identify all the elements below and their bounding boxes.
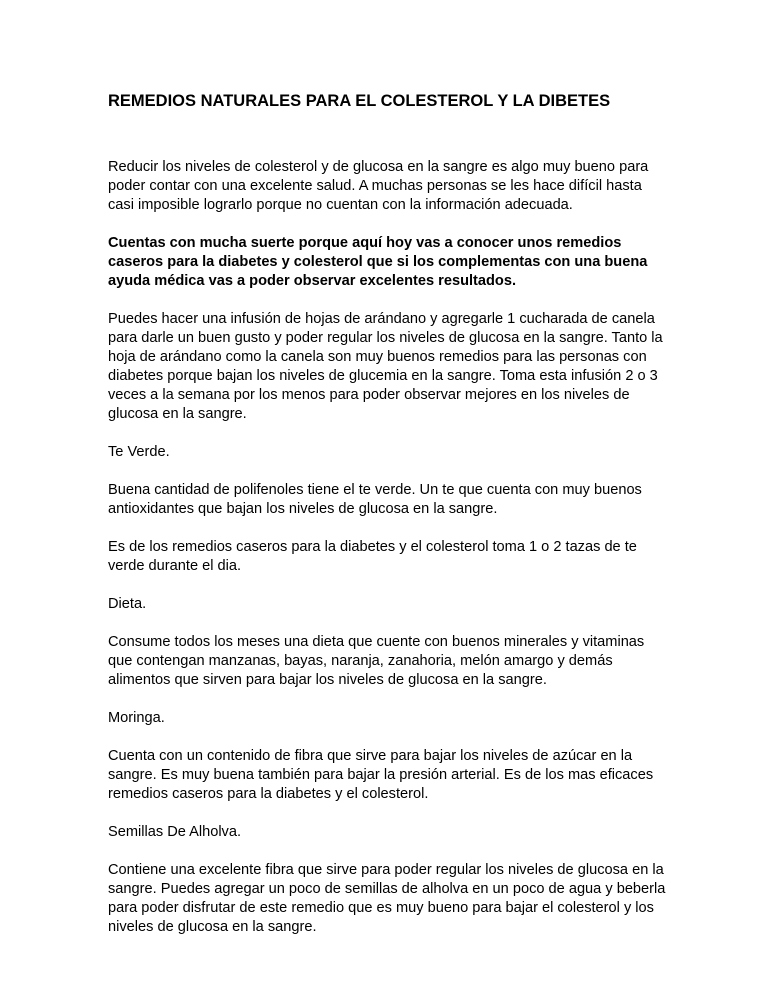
dieta-paragraph: Consume todos los meses una dieta que cuente con buenos minerales y vitaminas que contengan manzanas, bayas, naranja, zanahoria, melón amargo y demás alimentos que sirven para bajar los niveles de glucosa en la sangre. — [108, 634, 645, 688]
section-heading-alholva: Semillas De Alholva. — [108, 824, 242, 840]
moringa-paragraph: Cuenta con un contenido de fibra que sirve para bajar los niveles de azúcar en la sangre. Es muy buena también para bajar la presión arterial. Es de los mas eficaces remedios caseros para la diabetes y el colesterol. — [108, 748, 654, 802]
intro-paragraph: Reducir los niveles de colesterol y de glucosa en la sangre es algo muy bueno para poder contar con una excelente salud. A muchas personas se les hace difícil hasta casi imposible lograrlo porque no cuentan con la información adecuada. — [108, 159, 649, 213]
document-body — [108, 158, 668, 956]
te-verde-dosage-paragraph: Es de los remedios caseros para la diabetes y el colesterol toma 1 o 2 tazas de te verde durante el dia. — [108, 539, 637, 574]
document-title: REMEDIOS NATURALES PARA EL COLESTEROL Y LA DIBETES — [108, 92, 611, 110]
te-verde-paragraph: Buena cantidad de polifenoles tiene el te verde. Un te que cuenta con muy buenos antioxidantes que bajan los niveles de glucosa en la sangre. — [108, 482, 642, 517]
section-heading-te-verde: Te Verde. — [108, 444, 170, 460]
highlight-paragraph: Cuentas con mucha suerte porque aquí hoy vas a conocer unos remedios caseros para la diabetes y colesterol que si los complementas con una buena ayuda médica vas a poder observar excelentes resultados. — [108, 235, 648, 289]
section-heading-dieta: Dieta. — [108, 596, 147, 612]
arandano-paragraph: Puedes hacer una infusión de hojas de arándano y agregarle 1 cucharada de canela para darle un buen gusto y poder regular los niveles de glucosa en la sangre. Tanto la hoja de arándano como la canela son muy buenos remedios para las personas con diabetes porque bajan los niveles de glucemia en la sangre. Toma esta infusión 2 o 3 veces a la semana por los menos para poder observar mejores en los niveles de glucosa en la sangre. — [108, 311, 663, 422]
section-heading-moringa: Moringa. — [108, 710, 165, 726]
alholva-paragraph: Contiene una excelente fibra que sirve para poder regular los niveles de glucosa en la sangre. Puedes agregar un poco de semillas de alholva en un poco de agua y beberla para poder disfrutar de este remedio que es muy bueno para bajar el colesterol y los niveles de glucosa en la sangre. — [108, 862, 666, 935]
